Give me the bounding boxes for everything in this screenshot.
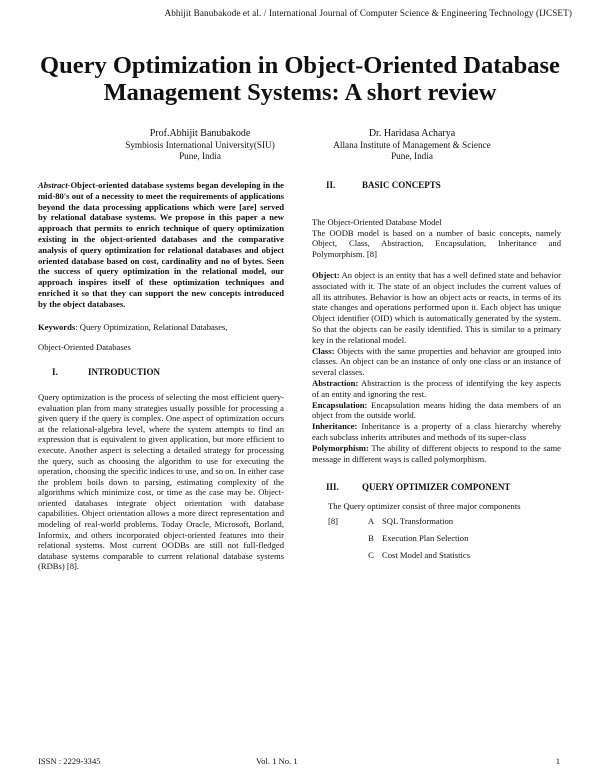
- paper-title: [0, 52, 600, 106]
- section-heading-query-optimizer: III. QUERY OPTIMIZER COMPONENT: [326, 482, 511, 493]
- title-line-1: Query Optimization in Object-Oriented Database: [40, 52, 560, 79]
- section-heading-introduction: I. INTRODUCTION: [52, 367, 161, 378]
- author-location: Pune, India: [391, 151, 433, 161]
- polymorphism-definition: Polymorphism: The ability of different objects to respond to the same message in different ways is called polymorphism.: [312, 442, 561, 464]
- abstract: [38, 180, 284, 310]
- author-block-2: [292, 128, 532, 163]
- oodb-intro-paragraph: The OODB model is based on a number of basic concepts, namely Object, Class, Abstraction, Encapsulation, Inheritance and Polymorphism. [8]: [312, 227, 561, 260]
- keywords-line-2: Object-Oriented Databases: [38, 342, 131, 353]
- subheading-oodb-model: The Object-Oriented Database Model: [312, 216, 442, 227]
- class-definition: Class: Objects with the same properties and behavior are grouped into classes. An object can be an instance of only one class or an instance of several classes.: [312, 345, 561, 378]
- list-item: [8] A SQL Transformation: [328, 515, 454, 526]
- keywords-text: : Query Optimization, Relational Databases,: [75, 321, 228, 332]
- footer-page-number: 1: [555, 756, 560, 766]
- author-name: Dr. Haridasa Acharya: [368, 128, 456, 139]
- abstract-label: Abstract-: [38, 180, 71, 190]
- introduction-paragraph: Query optimization is the process of selecting the most efficient query-evaluation plan from many strategies usually possible for processing a given query if the query is complex. One aspect of optimization occurs at the relational-algebra level, where the system attempts to find an expression that is equivalent to given application, but more efficient to execute. Another aspect is selecting a detailed strategy for processing the query, such as choosing the algorithm to use for executing the operation, choosing the specific indices to use, and so on. In either case the problem boils down to parsing, estimating complexity of the algorithms which minimize cost, or time as the case may be. Object-oriented databases integrate object orientation with database capabilities. Object orientation allows a more direct representation and modeling of real-world problems. Today Oracle, Microsoft, Borland, Informix, and others incorporated object-oriented features into their relational systems. Most current OODBs are still not full-fledged database systems comparable to current relational database systems (RDBs) [8].: [38, 391, 284, 572]
- author-location: Pune, India: [179, 151, 221, 161]
- list-item: B Execution Plan Selection: [368, 532, 469, 543]
- section-heading-basic-concepts: II. BASIC CONCEPTS: [326, 180, 441, 190]
- author-affiliation: Symbiosis International University(SIU): [125, 139, 275, 150]
- author-block-1: [80, 128, 320, 163]
- footer-issn: ISSN : 2229-3345: [38, 756, 101, 766]
- left-column: [38, 180, 284, 572]
- inheritance-definition: Inheritance: Inheritance is a property of a class hierarchy whereby each subclass inherits attributes and methods of its super-class: [312, 421, 561, 442]
- right-column: [312, 180, 561, 566]
- footer-volume: Vol. 1 No. 1: [256, 756, 298, 766]
- keywords-label: Keywords: [38, 321, 76, 332]
- running-header: Abhijit Banubakode et al. / International Journal of Computer Science & Engineering Technology (IJCSET): [164, 8, 572, 18]
- abstract-text: Object-oriented database systems began developing in the mid-80's out of a necessity to meet the requirements of applications beyond the data processing applications which were [are] served by relational database systems. We propose in this paper a new approach that permits to enrich technique of query optimization existing in the object-oriented databases and the comparative analysis of query optimization for relational databases and object oriented database based on cost, cardinality and no of bytes. Seen the success of query optimization in the relational model, our approach inspires itself of these optimization techniques and enriched it so that they can support the new concepts introduced by the object databases.: [38, 180, 284, 309]
- object-definition: Object: An object is an entity that has a well defined state and behavior associated with it. The state of an object includes the current values of all its attributes. Behavior is how an object acts or reacts, in terms of its state changes and operations performed upon it. Each object has unique Object identifier (OID) which is automatically generated by the system. So that the objects can be easily identified. This is similar to a primary key in the relational model.: [312, 269, 561, 345]
- abstraction-definition: Abstraction: Abstraction is the process of identifying the key aspects of an entity and ignoring the rest.: [312, 377, 561, 399]
- encapsulation-definition: Encapsulation: Encapsulation means hiding the data members of an object from the outside world.: [312, 399, 561, 421]
- keywords: [38, 322, 284, 333]
- author-name: Prof.Abhijit Banubakode: [149, 128, 251, 139]
- components-lead: The Query optimizer consist of three major components: [328, 501, 521, 512]
- author-affiliation: Allana Institute of Management & Science: [333, 139, 491, 150]
- list-item: C Cost Model and Statistics: [368, 549, 471, 560]
- title-line-2: Management Systems: A short review: [103, 79, 497, 106]
